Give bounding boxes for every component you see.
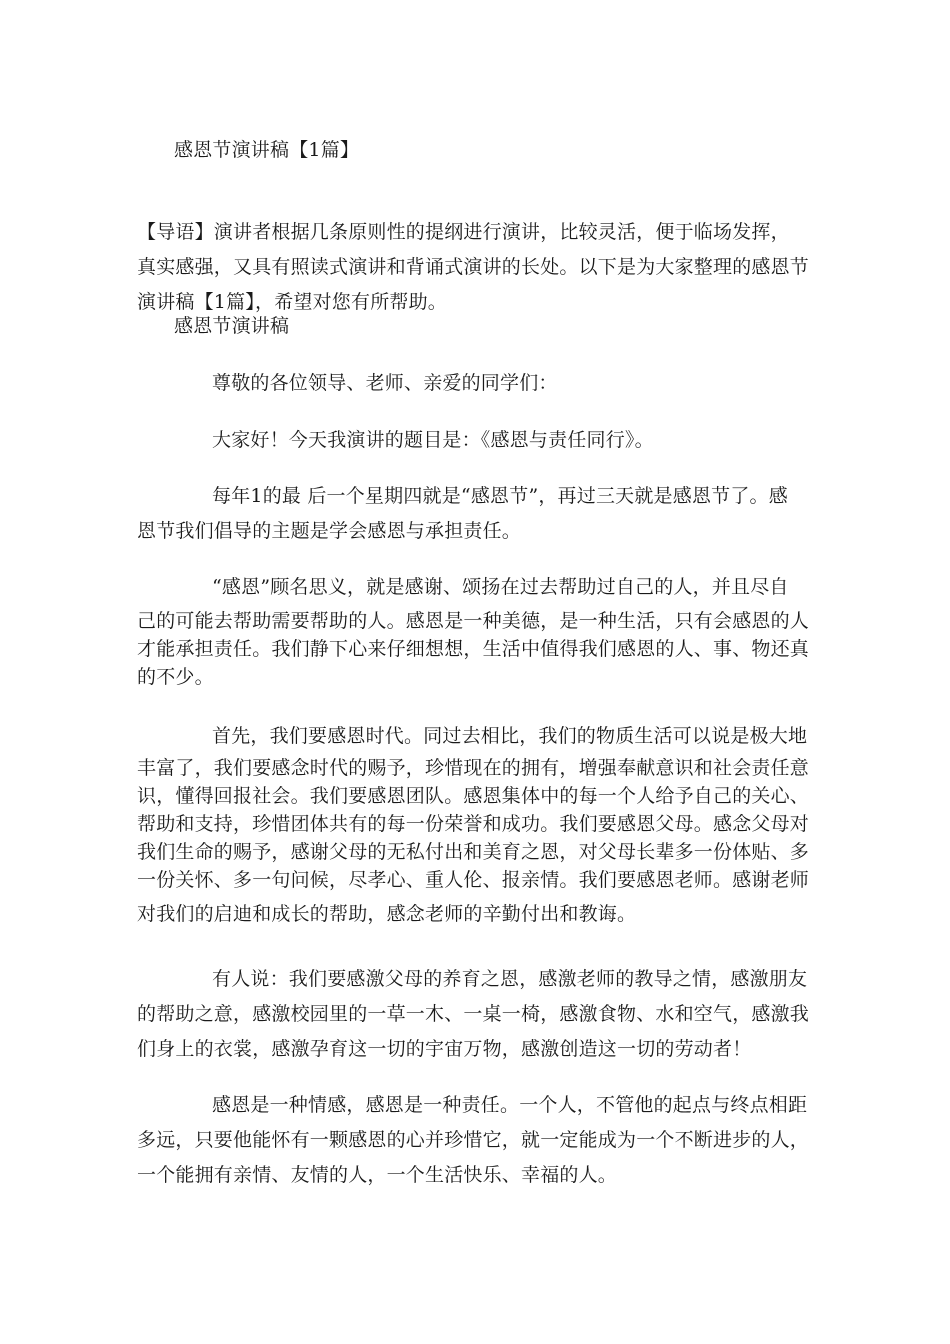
paragraph-line: 才能承担责任。我们静下心来仔细想想，生活中值得我们感恩的人、事、物还真 [137, 638, 810, 660]
intro-line: 演讲稿【1篇】，希望对您有所帮助。 [137, 291, 447, 313]
paragraph-line: 的帮助之意，感激校园里的一草一木、一桌一椅，感激食物、水和空气，感激我 [137, 1003, 810, 1025]
paragraph-line: 一份关怀、多一句问候，尽孝心、重人伦、报亲情。我们要感恩老师。感谢老师 [137, 869, 810, 891]
speech-subtitle: 感恩节演讲稿 [174, 315, 290, 337]
paragraph-line: 多远，只要他能怀有一颗感恩的心并珍惜它，就一定能成为一个不断进步的人， [137, 1129, 810, 1151]
paragraph-line: 一个能拥有亲情、友情的人，一个生活快乐、幸福的人。 [137, 1164, 618, 1186]
paragraph-line: 己的可能去帮助需要帮助的人。感恩是一种美德，是一种生活，只有会感恩的人 [137, 610, 810, 632]
document-title: 感恩节演讲稿【1篇】 [174, 139, 360, 161]
paragraph-line: 感恩是一种情感，感恩是一种责任。一个人，不管他的起点与终点相距 [212, 1094, 808, 1116]
paragraph-line: 识，懂得回报社会。我们要感恩团队。感恩集体中的每一个人给予自己的关心、 [137, 785, 810, 807]
greeting: 大家好！今天我演讲的题目是：《感恩与责任同行》。 [212, 429, 654, 451]
intro-line: 真实感强，又具有照读式演讲和背诵式演讲的长处。以下是为大家整理的感恩节 [137, 256, 810, 278]
paragraph-line: 丰富了，我们要感念时代的赐予，珍惜现在的拥有，增强奉献意识和社会责任意 [137, 757, 810, 779]
paragraph-line: 的不少。 [137, 666, 214, 688]
salutation: 尊敬的各位领导、老师、亲爱的同学们： [212, 372, 558, 394]
paragraph-line: 我们生命的赐予，感谢父母的无私付出和美育之恩，对父母长辈多一份体贴、多 [137, 841, 810, 863]
paragraph-line: 帮助和支持，珍惜团体共有的每一份荣誉和成功。我们要感恩父母。感念父母对 [137, 813, 810, 835]
paragraph-line: 对我们的启迪和成长的帮助，感念老师的辛勤付出和教诲。 [137, 903, 637, 925]
paragraph-line: 们身上的衣裳，感激孕育这一切的宇宙万物，感激创造这一切的劳动者！ [137, 1038, 752, 1060]
paragraph-line: 每年1的最 后一个星期四就是“感恩节”，再过三天就是感恩节了。感 [212, 485, 788, 507]
paragraph-line: 恩节我们倡导的主题是学会感恩与承担责任。 [137, 520, 522, 542]
paragraph-line: “感恩”顾名思义，就是感谢、颂扬在过去帮助过自己的人，并且尽自 [212, 576, 789, 598]
intro-line: 【导语】演讲者根据几条原则性的提纲进行演讲，比较灵活，便于临场发挥， [137, 221, 790, 243]
paragraph-line: 首先，我们要感恩时代。同过去相比，我们的物质生活可以说是极大地 [212, 725, 808, 747]
paragraph-line: 有人说：我们要感激父母的养育之恩，感激老师的教导之情，感激朋友 [212, 968, 808, 990]
